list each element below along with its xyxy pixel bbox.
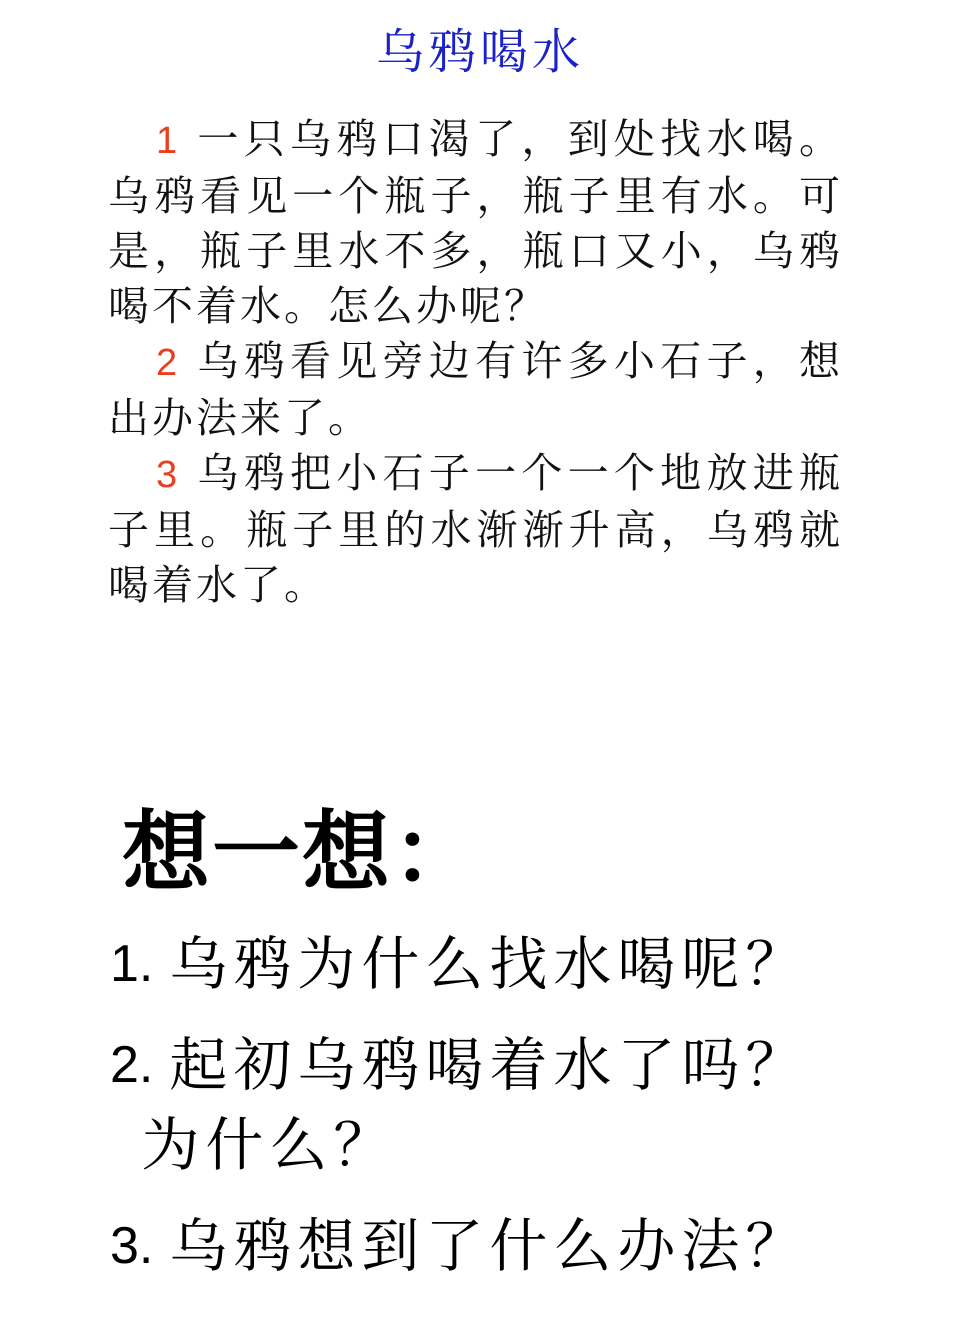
question-item [110,1025,850,1185]
story-text [108,112,843,613]
question-text: 乌鸦为什么找水喝呢？ [169,930,810,998]
question-number: 1. [110,935,154,993]
question-item [110,924,850,1004]
paragraph-number: 1 [156,120,178,162]
page-title: 乌鸦喝水 [375,24,584,80]
paragraph-text: 乌鸦把小石子一个一个地放进瓶子里。瓶子里的水渐渐升高，乌鸦就喝着水了。 [108,449,843,609]
question-text: 乌鸦想到了什么办法？ [169,1212,810,1280]
question-list [110,924,850,1307]
paragraph-number: 3 [156,454,178,496]
think-heading: 想一想： [122,801,483,904]
question-text: 起初乌鸦喝着水了吗？ [169,1031,810,1099]
question-continuation: 为什么？ [141,1111,398,1179]
paragraph-number: 2 [156,342,178,384]
question-number: 2. [110,1036,154,1094]
question-number: 3. [110,1217,154,1275]
story-paragraph [108,446,843,613]
question-text-wrap [141,1025,850,1185]
story-paragraph [108,112,843,334]
question-item [110,1206,850,1286]
story-paragraph [108,334,843,446]
paragraph-text: 一只乌鸦口渴了，到处找水喝。乌鸦看见一个瓶子，瓶子里有水。可是，瓶子里水不多，瓶口又小，乌鸦喝不着水。怎么办呢？ [108,115,843,330]
paragraph-text: 乌鸦看见旁边有许多小石子，想出办法来了。 [108,337,843,442]
